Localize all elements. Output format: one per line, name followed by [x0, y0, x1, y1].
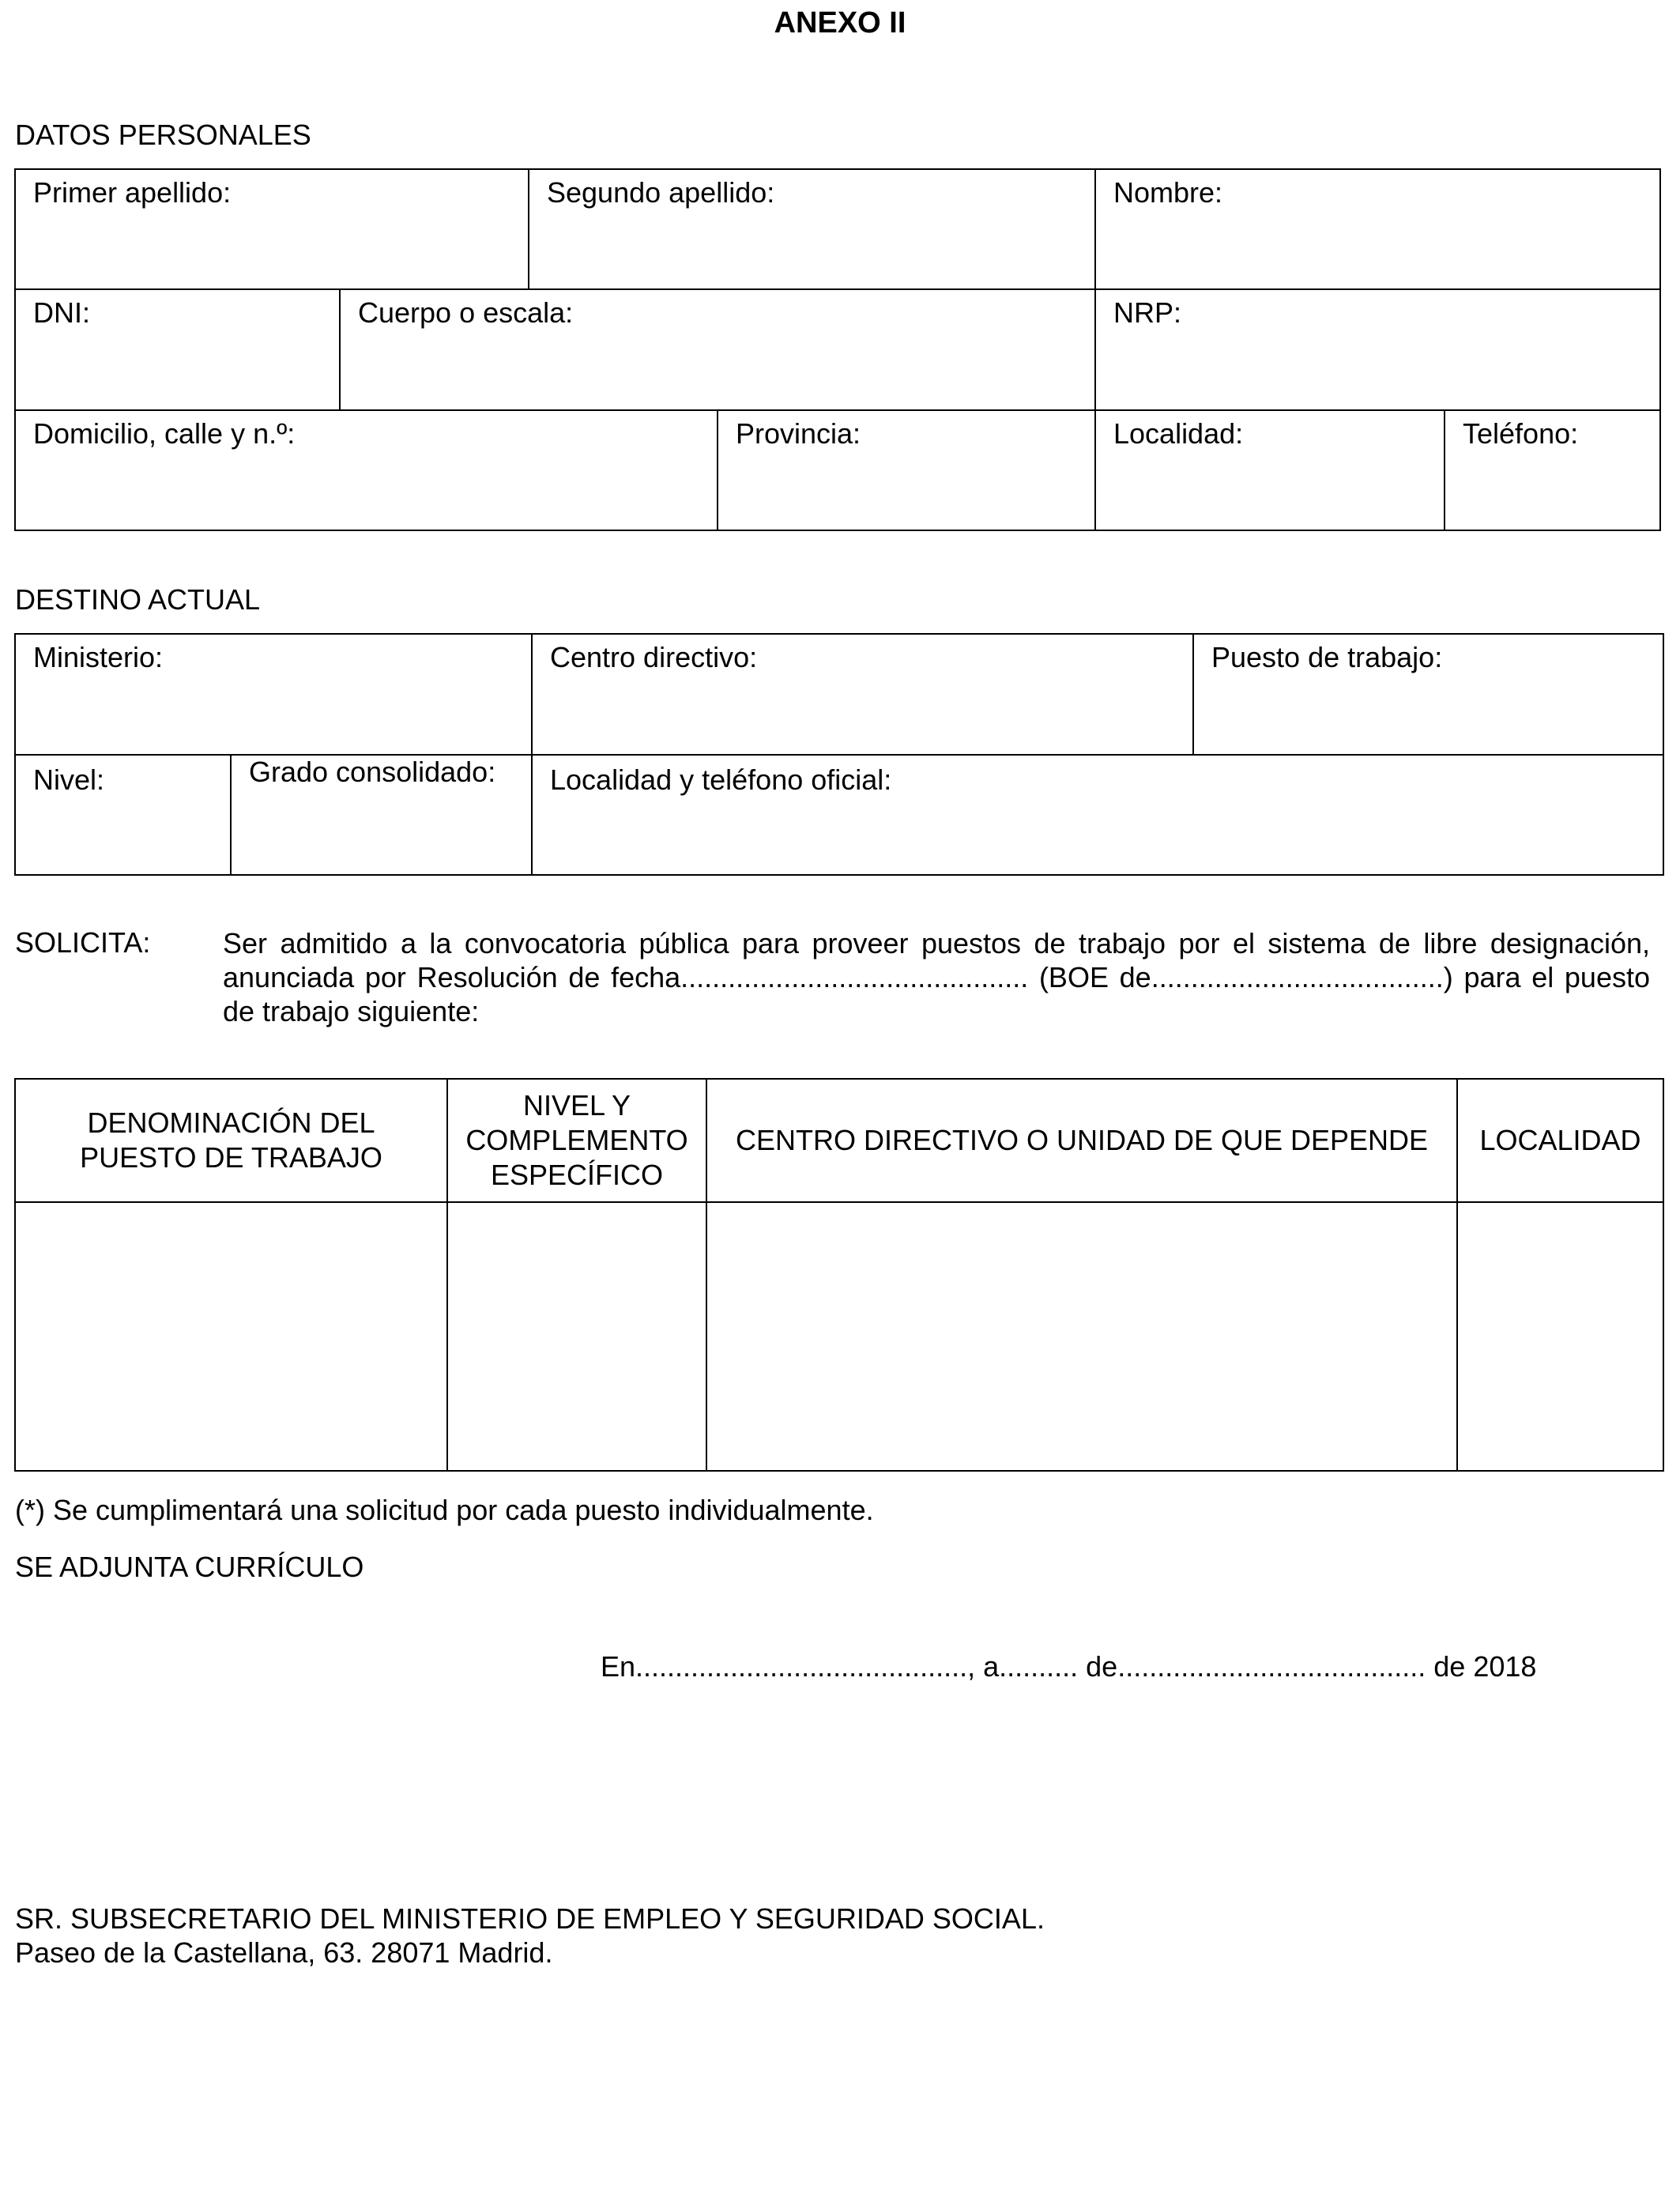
field-cuerpo-escala[interactable]: Cuerpo o escala:: [358, 296, 574, 329]
field-puesto-de-trabajo[interactable]: Puesto de trabajo:: [1211, 641, 1443, 673]
field-localidad[interactable]: Localidad:: [1113, 417, 1244, 450]
column-header-centro-directivo: CENTRO DIRECTIVO O UNIDAD DE QUE DEPENDE: [735, 1124, 1429, 1156]
field-centro-directivo[interactable]: Centro directivo:: [550, 641, 758, 673]
field-telefono[interactable]: Teléfono:: [1463, 417, 1579, 450]
field-segundo-apellido[interactable]: Segundo apellido:: [547, 176, 775, 209]
field-primer-apellido[interactable]: Primer apellido:: [33, 176, 232, 209]
addressee-line-1: SR. SUBSECRETARIO DEL MINISTERIO DE EMPLEO Y SEGURIDAD SOCIAL.: [15, 1902, 1045, 1935]
solicita-label: SOLICITA:: [15, 926, 151, 959]
field-nrp[interactable]: NRP:: [1113, 296, 1182, 329]
footnote: (*) Se cumplimentará una solicitud por cada puesto individualmente.: [15, 1494, 874, 1526]
document-title: ANEXO II: [774, 6, 906, 40]
field-provincia[interactable]: Provincia:: [736, 417, 861, 450]
field-domicilio[interactable]: Domicilio, calle y n.º:: [33, 417, 296, 450]
table-cell-localidad[interactable]: [1458, 1203, 1663, 1470]
field-grado-consolidado[interactable]: Grado consolidado:: [249, 756, 496, 788]
section-heading-datos-personales: DATOS PERSONALES: [15, 119, 311, 151]
table-cell-centro-directivo[interactable]: [707, 1203, 1456, 1470]
table-cell-nivel-complemento[interactable]: [448, 1203, 706, 1470]
section-heading-destino-actual: DESTINO ACTUAL: [15, 583, 261, 616]
column-header-nivel-complemento: NIVEL Y COMPLEMENTO ESPECÍFICO: [465, 1089, 688, 1191]
column-header-denominacion: DENOMINACIÓN DEL PUESTO DE TRABAJO: [80, 1106, 382, 1174]
solicita-text: Ser admitido a la convocatoria pública para proveer puestos de trabajo por el sistema de libre designación, anunciada por Resolución de fecha............................................ (BOE de.....................................) para el puesto de trabajo siguiente:: [223, 927, 1650, 1027]
column-header-localidad: LOCALIDAD: [1479, 1124, 1641, 1156]
field-nivel[interactable]: Nivel:: [33, 763, 105, 796]
attachment-notice: SE ADJUNTA CURRÍCULO: [15, 1551, 364, 1583]
field-localidad-telefono-oficial[interactable]: Localidad y teléfono oficial:: [550, 763, 892, 796]
date-line[interactable]: En.........................................., a.......... de....................................... de 2018: [601, 1650, 1537, 1683]
table-cell-denominacion[interactable]: [16, 1203, 446, 1470]
field-nombre[interactable]: Nombre:: [1113, 176, 1223, 209]
field-dni[interactable]: DNI:: [33, 296, 90, 329]
field-ministerio[interactable]: Ministerio:: [33, 641, 164, 673]
addressee-line-2: Paseo de la Castellana, 63. 28071 Madrid.: [15, 1936, 553, 1969]
